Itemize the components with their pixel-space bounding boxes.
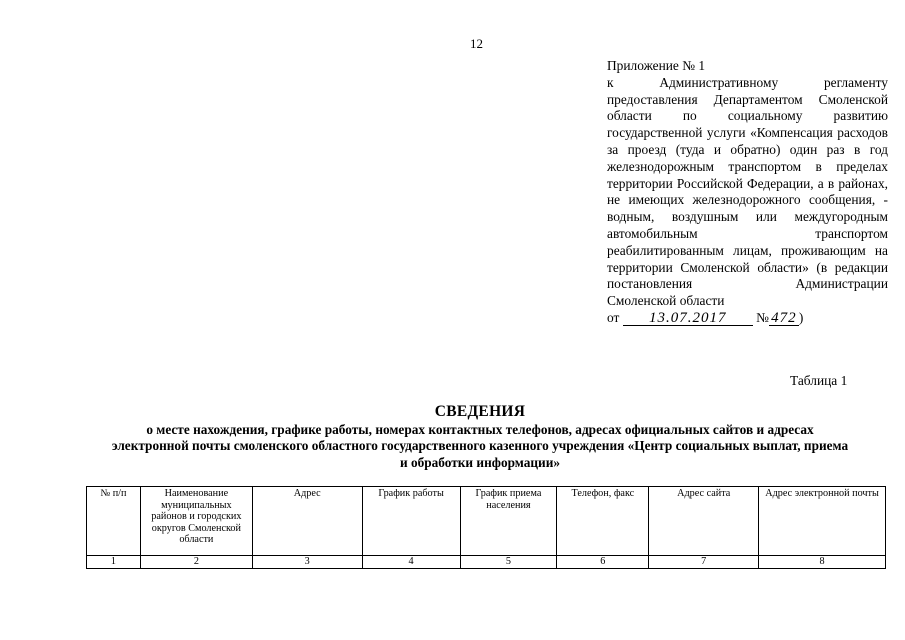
handwritten-number: 472	[769, 311, 799, 326]
appendix-text-last: Смоленской области	[607, 293, 725, 309]
handwritten-date: 13.07.2017	[623, 311, 753, 326]
header-cell: Наименование муниципальных районов и городских округов Смоленской области	[140, 487, 252, 556]
header-cell: График работы	[362, 487, 460, 556]
header-cell: Адрес сайта	[649, 487, 759, 556]
appendix-text: к Административному регламенту предоставления Департаментом Смоленской области по социальному развитию государственной услуги «Компенсация расходов за проезд (туда и обратно) один раз в год железнодорожным транспортом в пределах территории Российской Федерации, а в районах, не имеющих железнодорожного сообщения, - водным, воздушным или междугородным автомобильным транспортом реабилитированным лицам, проживающим на территории Смоленской области» (в редакции постановления Администрации	[607, 74, 888, 292]
appendix-dateline	[607, 310, 888, 327]
header-cell: График приема населения	[460, 487, 557, 556]
header-cell: Адрес электронной почты	[759, 487, 886, 556]
number-cell: 4	[362, 556, 460, 569]
closing-paren: )	[798, 309, 804, 325]
table-row	[87, 556, 886, 569]
number-cell: 3	[252, 556, 362, 569]
page-number: 12	[470, 36, 483, 51]
number-cell: 6	[557, 556, 649, 569]
number-cell: 7	[649, 556, 759, 569]
info-table	[86, 486, 886, 569]
number-cell: 1	[87, 556, 141, 569]
number-cell: 5	[460, 556, 557, 569]
heading-sub: о месте нахождения, графике работы, номерах контактных телефонов, адресах официальных сайтов и адресах электронной почты смоленского областного государственного казенного учреждения «Центр социальных выплат, приема и обработки информации»	[111, 421, 849, 470]
appendix-block	[607, 58, 888, 327]
number-cell: 8	[759, 556, 886, 569]
header-cell: Адрес	[252, 487, 362, 556]
heading-main: СВЕДЕНИЯ	[434, 403, 526, 420]
number-cell: 2	[140, 556, 252, 569]
date-prefix: от	[607, 309, 620, 325]
document-heading	[110, 404, 850, 471]
header-cell: Телефон, факс	[557, 487, 649, 556]
number-prefix: №	[756, 309, 769, 325]
table-caption: Таблица 1	[790, 373, 848, 388]
table-header-row	[87, 487, 886, 556]
header-cell: № п/п	[87, 487, 141, 556]
appendix-title: Приложение № 1	[607, 58, 706, 73]
